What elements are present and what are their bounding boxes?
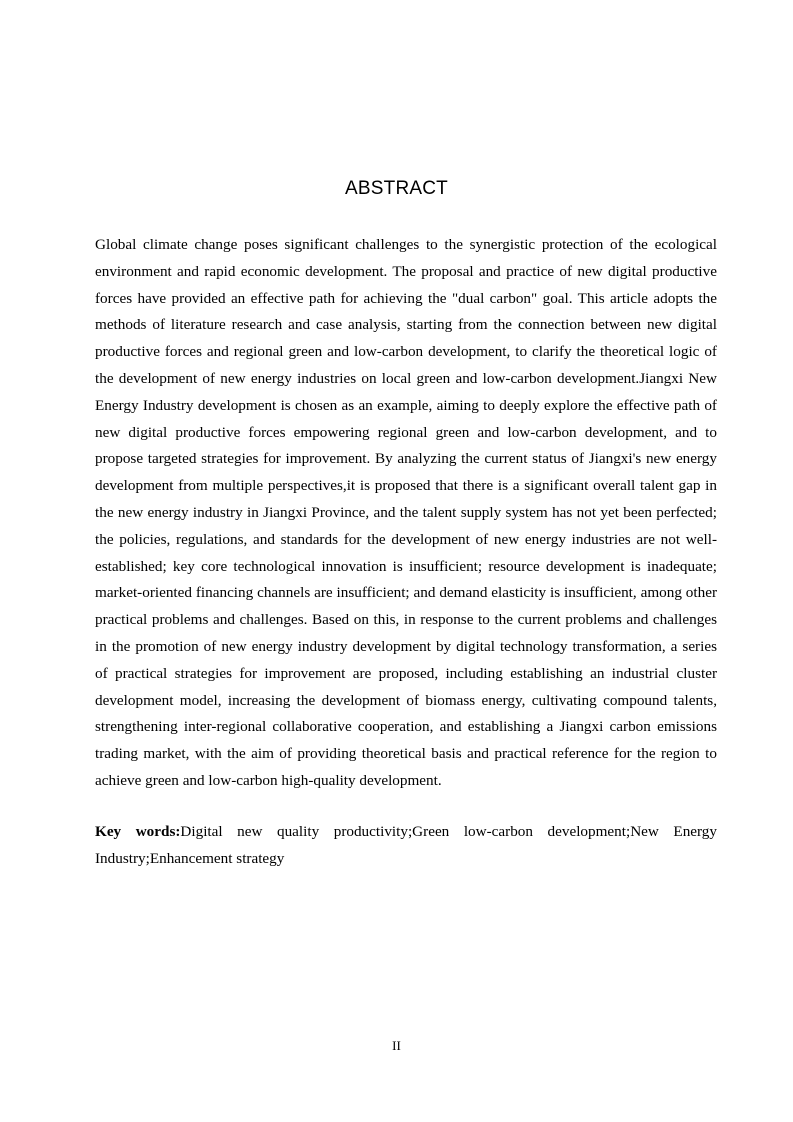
keywords-paragraph	[95, 819, 717, 873]
keywords-label: Key words:	[95, 823, 181, 840]
abstract-heading: ABSTRACT	[345, 178, 448, 199]
keywords-text: Digital new quality productivity;Green low-carbon development;New Energy Industry;Enhancement strategy	[95, 823, 717, 867]
page-number: II	[392, 1038, 401, 1053]
abstract-body: Global climate change poses significant challenges to the synergistic protection of the ecological environment and rapid economic development. The proposal and practice of new digital productive forces have provided an effective path for achieving the "dual carbon" goal. This article adopts the methods of literature research and case analysis, starting from the connection between new digital productive forces and regional green and low-carbon development, to clarify the theoretical logic of the development of new energy industries on local green and low-carbon development.Jiangxi New Energy Industry development is chosen as an example, aiming to deeply explore the effective path of new digital productive forces empowering regional green and low-carbon development, and to propose targeted strategies for improvement. By analyzing the current status of Jiangxi's new energy development from multiple perspectives,it is proposed that there is a significant overall talent gap in the new energy industry in Jiangxi Province, and the talent supply system has not yet been perfected; the policies, regulations, and standards for the development of new energy industries are not well-established; key core technological innovation is insufficient; resource development is inadequate; market-oriented financing channels are insufficient; and demand elasticity is insufficient, among other practical problems and challenges. Based on this, in response to the current problems and challenges in the promotion of new energy industry development by digital technology transformation, a series of practical strategies for improvement are proposed, including establishing an industrial cluster development model, increasing the development of biomass energy, cultivating compound talents, strengthening inter-regional collaborative cooperation, and establishing a Jiangxi carbon emissions trading market, with the aim of providing theoretical basis and practical reference for the region to achieve green and low-carbon high-quality development.	[95, 236, 717, 789]
